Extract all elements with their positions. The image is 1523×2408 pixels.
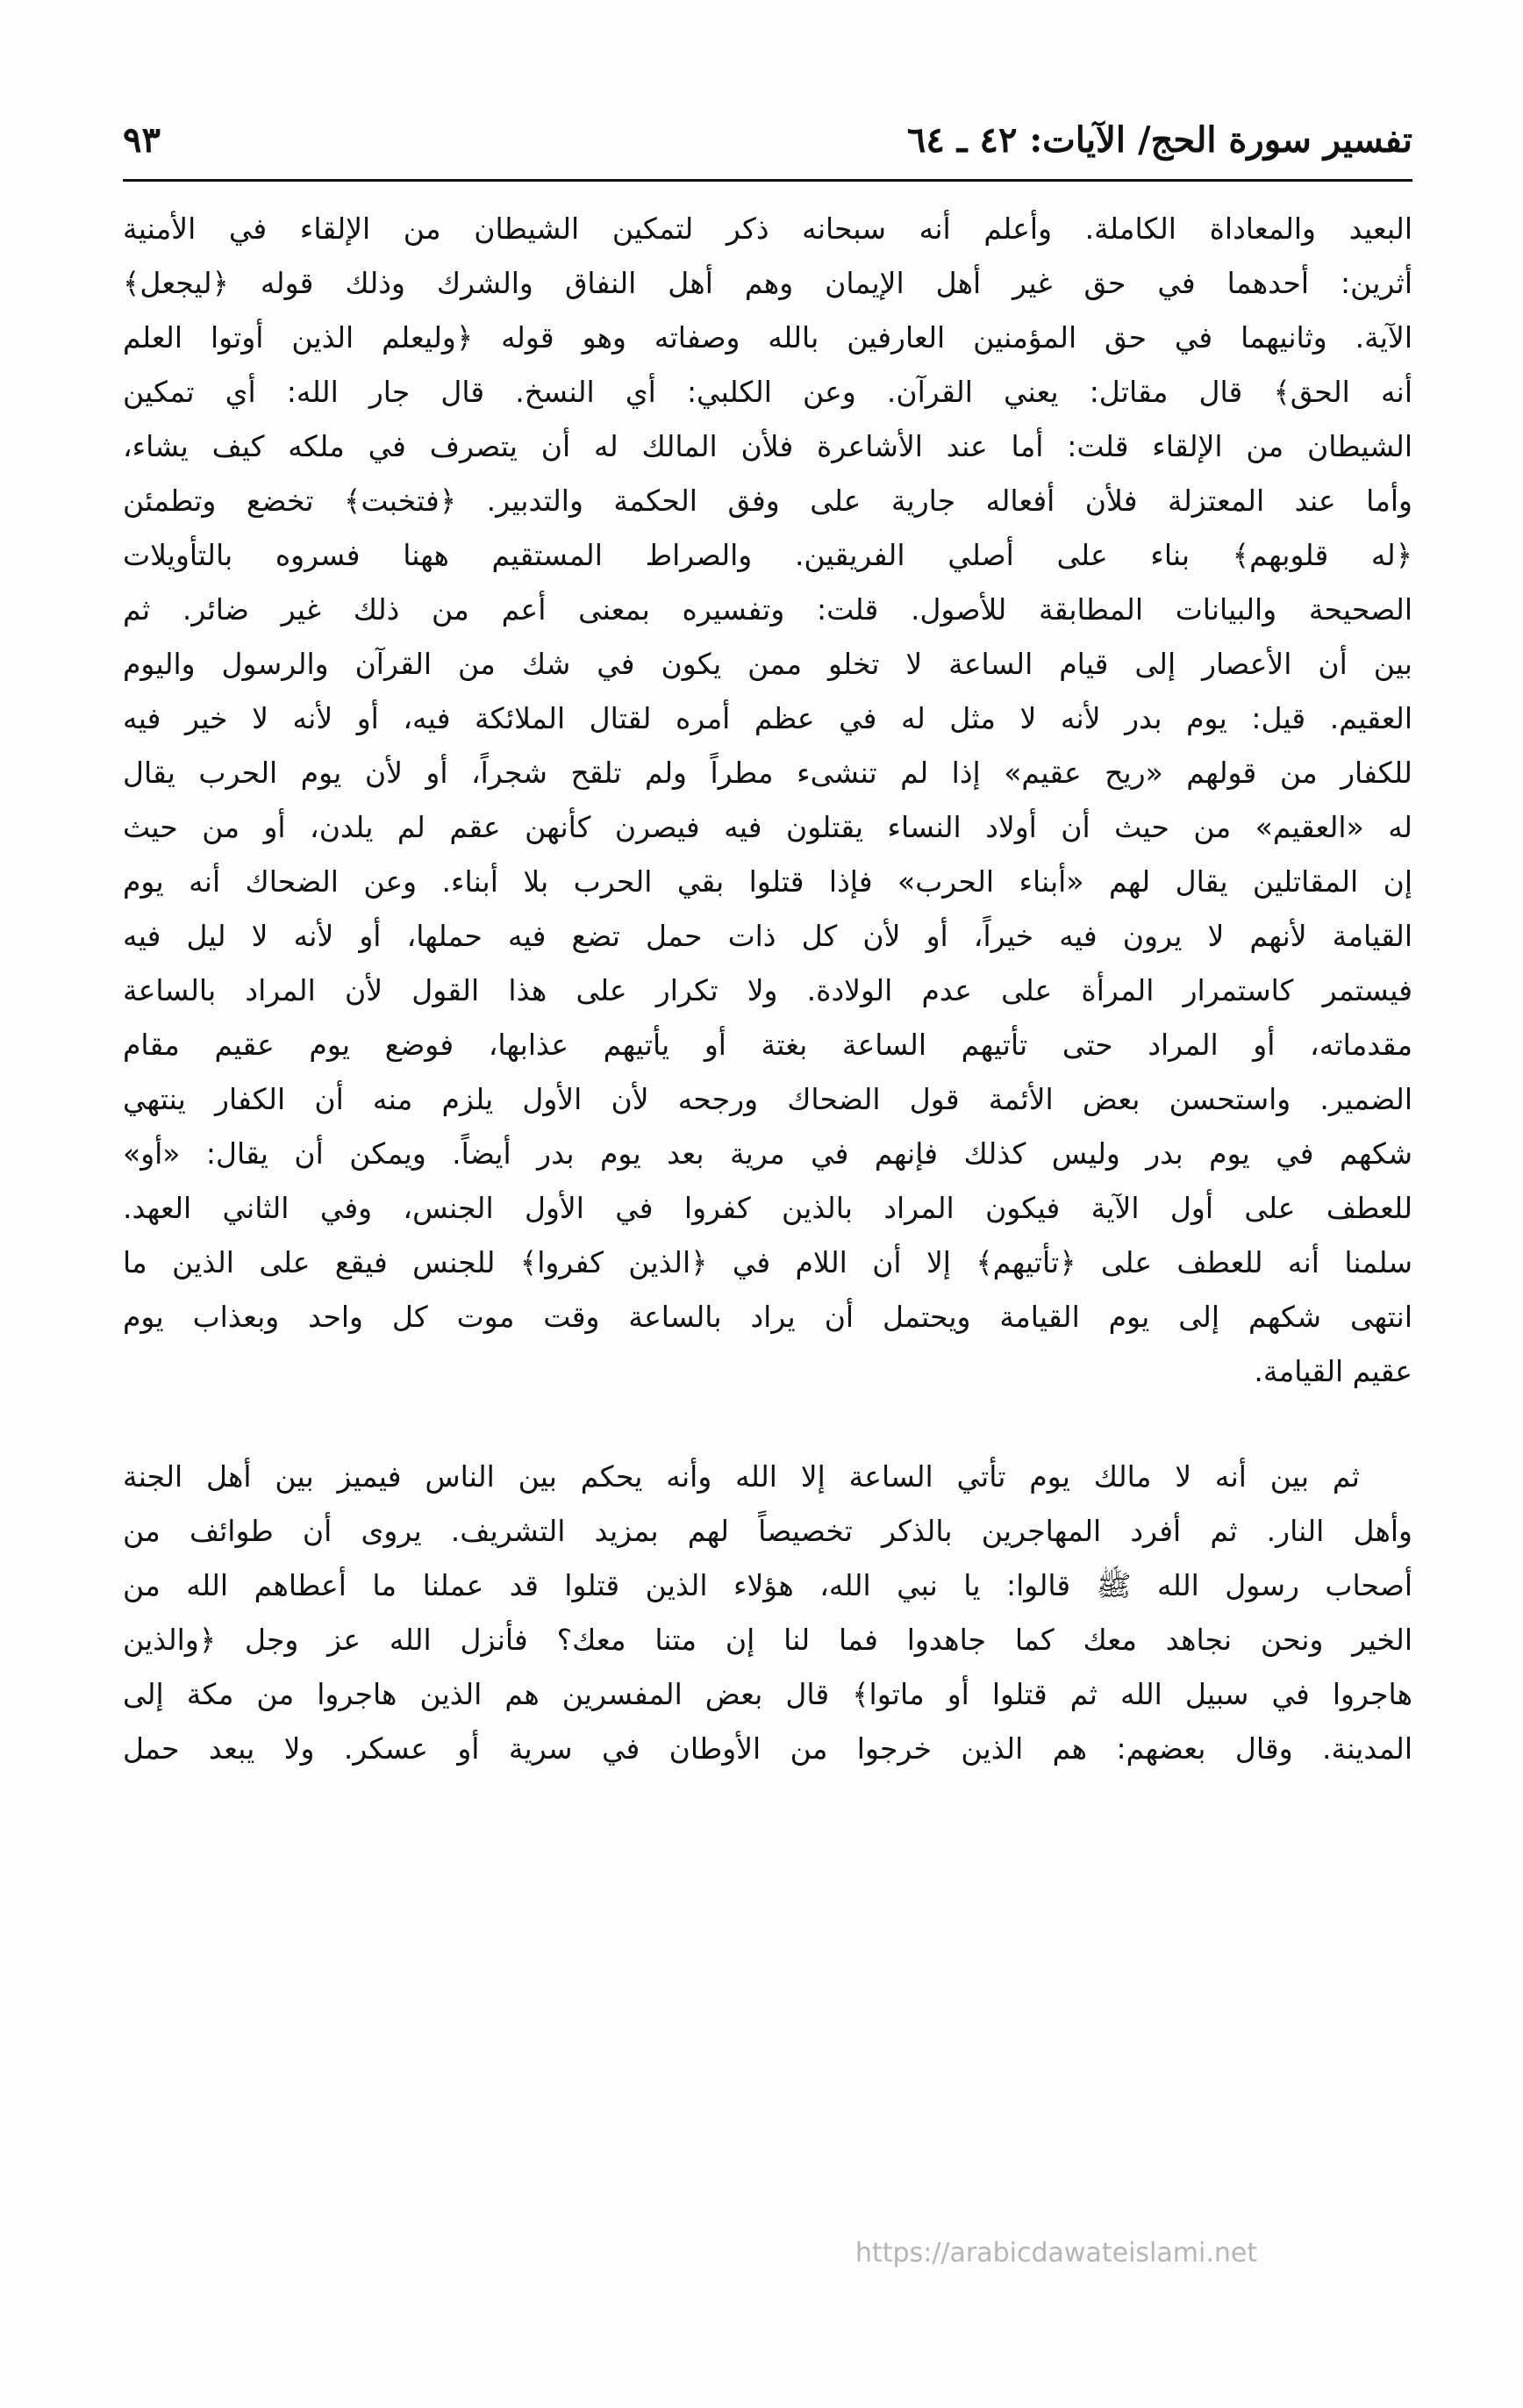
paragraph-2 <box>123 1450 1412 1776</box>
paragraph-1 <box>123 202 1412 1399</box>
text-line: للكفار من قولهم «ريح عقيم» إذا لم تنشىء مطراً ولم تلقح شجراً، أو لأن يوم الحرب يقال <box>123 756 1412 790</box>
header-divider <box>123 179 1412 182</box>
paragraph-spacer <box>123 1399 1412 1450</box>
text-line: إن المقاتلين يقال لهم «أبناء الحرب» فإذا قتلوا بقي الحرب بلا أبناء. وعن الضحاك أنه يوم <box>123 864 1412 899</box>
page-body <box>123 202 1412 1776</box>
text-line: سلمنا أنه للعطف على ﴿تأتيهم﴾ إلا أن اللام في ﴿الذين كفروا﴾ للجنس فيقع على الذين ما <box>123 1245 1412 1279</box>
text-line: العقيم. قيل: يوم بدر لأنه لا مثل له في عظم أمره لقتال الملائكة فيه، أو لأنه لا خير فيه <box>123 701 1412 735</box>
text-line: ثم بين أنه لا مالك يوم تأتي الساعة إلا الله وأنه يحكم بين الناس فيميز بين أهل الجنة <box>123 1459 1360 1494</box>
source-watermark: https://arabicdawateislami.net <box>855 2238 1258 2268</box>
text-line: شكهم في يوم بدر وليس كذلك فإنهم في مرية بعد يوم بدر أيضاً. ويمكن أن يقال: «أو» <box>123 1136 1412 1171</box>
text-line: القيامة لأنهم لا يرون فيه خيراً، أو لأن كل ذات حمل تضع فيه حملها، أو لأنه لا ليل فيه <box>123 919 1412 953</box>
text-line: انتهى شكهم إلى يوم القيامة ويحتمل أن يراد بالساعة وقت موت كل واحد وبعذاب يوم <box>123 1300 1412 1334</box>
text-line: عقيم القيامة. <box>1254 1354 1412 1388</box>
text-line: ﴿له قلوبهم﴾ بناء على أصلي الفريقين. والصراط المستقيم ههنا فسروه بالتأويلات <box>123 538 1412 572</box>
text-line: بين أن الأعصار إلى قيام الساعة لا تخلو ممن يكون في شك من القرآن والرسول واليوم <box>123 647 1412 681</box>
text-line: البعيد والمعاداة الكاملة. وأعلم أنه سبحانه ذكر لتمكين الشيطان من الإلقاء في الأمنية <box>123 211 1412 246</box>
text-line: الضمير. واستحسن بعض الأئمة قول الضحاك ورجحه لأن الأول يلزم منه أن الكفار ينتهي <box>123 1082 1412 1116</box>
text-line: مقدماته، أو المراد حتى تأتيهم الساعة بغتة أو يأتيهم عذابها، فوضع يوم عقيم مقام <box>123 1028 1412 1062</box>
text-line: الخير ونحن نجاهد معك كما جاهدوا فما لنا إن متنا معك؟ فأنزل الله عز وجل ﴿والذين <box>123 1623 1412 1657</box>
text-line: وأما عند المعتزلة فلأن أفعاله جارية على وفق الحكمة والتدبير. ﴿فتخبت﴾ تخضع وتطمئن <box>123 484 1412 518</box>
text-line: فيستمر كاستمرار المرأة على عدم الولادة. ولا تكرار على هذا القول لأن المراد بالساعة <box>123 973 1412 1007</box>
text-line: الآية. وثانيهما في حق المؤمنين العارفين بالله وصفاته وهو قوله ﴿وليعلم الذين أوتوا العلم <box>123 320 1412 355</box>
text-line: له «العقيم» من حيث أن أولاد النساء يقتلون فيه فيصرن كأنهن عقم لم يلدن، أو من حيث <box>123 810 1412 844</box>
text-line: وأهل النار. ثم أفرد المهاجرين بالذكر تخصيصاً لهم بمزيد التشريف. يروى أن طوائف من <box>123 1514 1412 1548</box>
text-line: أنه الحق﴾ قال مقاتل: يعني القرآن. وعن الكلبي: أي النسخ. قال جار الله: أي تمكين <box>123 375 1412 409</box>
text-line: هاجروا في سبيل الله ثم قتلوا أو ماتوا﴾ قال بعض المفسرين هم الذين هاجروا من مكة إلى <box>123 1677 1412 1711</box>
text-line: أثرين: أحدهما في حق غير أهل الإيمان وهم أهل النفاق والشرك وذلك قوله ﴿ليجعل﴾ <box>123 266 1412 300</box>
page-number: ٩٣ <box>123 119 161 161</box>
page-header <box>123 112 1412 183</box>
running-title: تفسير سورة الحج/ الآيات: ٤٢ ـ ٦٤ <box>906 119 1412 161</box>
text-line: للعطف على أول الآية فيكون المراد بالذين كفروا في الأول الجنس، وفي الثاني العهد. <box>123 1191 1412 1225</box>
text-line: المدينة. وقال بعضهم: هم الذين خرجوا من الأوطان في سرية أو عسكر. ولا يبعد حمل <box>123 1731 1412 1766</box>
text-line: أصحاب رسول الله ﷺ قالوا: يا نبي الله، هؤلاء الذين قتلوا قد عملنا ما أعطاهم الله من <box>123 1568 1412 1602</box>
text-line: الشيطان من الإلقاء قلت: أما عند الأشاعرة فلأن المالك له أن يتصرف في ملكه كيف يشاء، <box>123 429 1412 463</box>
text-line: الصحيحة والبيانات المطابقة للأصول. قلت: وتفسيره بمعنى أعم من ذلك غير ضائر. ثم <box>123 592 1412 627</box>
